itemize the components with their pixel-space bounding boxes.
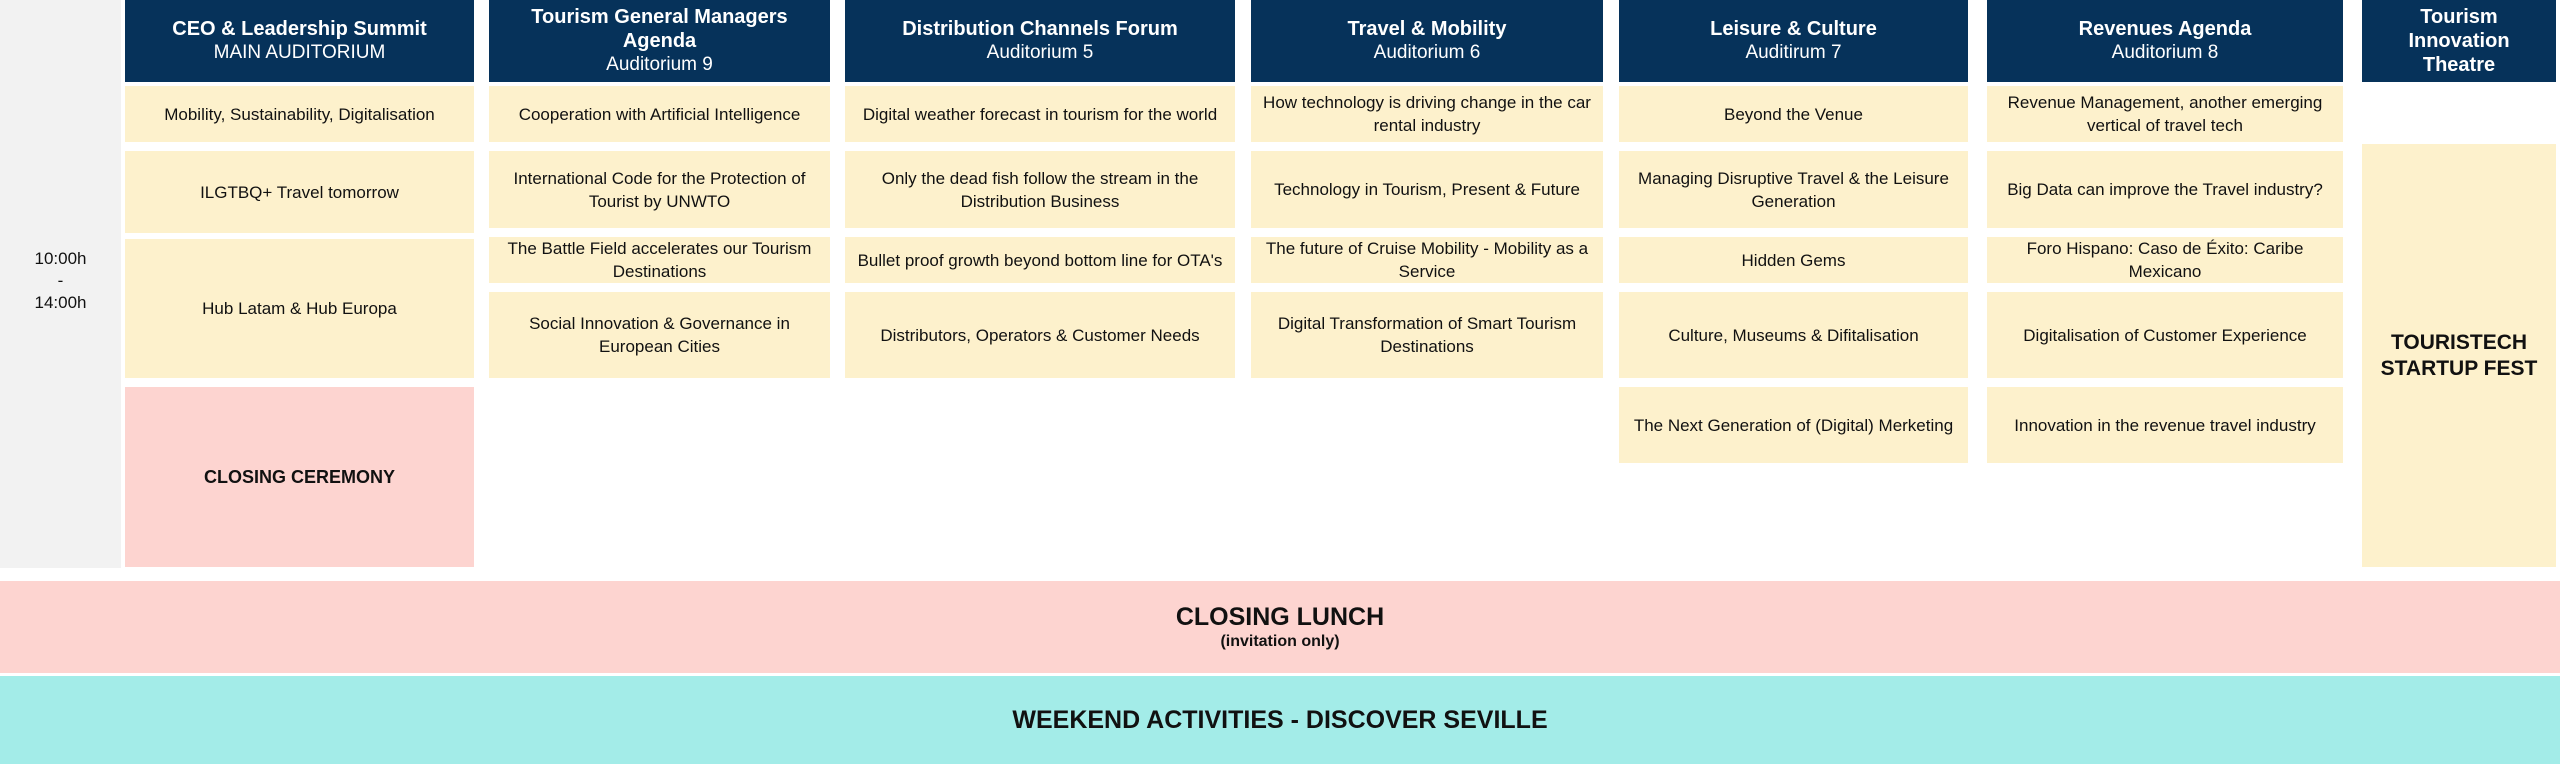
session-cell: Managing Disruptive Travel & the Leisure Generation (1619, 151, 1968, 228)
header-subtitle: Auditorium 5 (986, 42, 1094, 63)
time-column (0, 0, 121, 568)
closing-lunch-title: CLOSING LUNCH (1175, 603, 1385, 631)
session-cell: Hub Latam & Hub Europa (125, 239, 474, 378)
time-end: 14:00h (34, 293, 87, 312)
session-cell: Distributors, Operators & Customer Needs (845, 292, 1235, 378)
session-cell: The Next Generation of (Digital) Merketing (1619, 387, 1968, 463)
session-cell: Innovation in the revenue travel industry (1987, 387, 2343, 463)
session-cell: Social Innovation & Governance in European Cities (489, 292, 830, 378)
header-innovation-theatre (2362, 0, 2556, 82)
session-cell: Mobility, Sustainability, Digitalisation (125, 86, 474, 142)
session-cell: The future of Cruise Mobility - Mobility as a Service (1251, 237, 1603, 283)
session-cell: ILGTBQ+ Travel tomorrow (125, 151, 474, 233)
session-cell: Big Data can improve the Travel industry? (1987, 151, 2343, 228)
session-cell: The Battle Field accelerates our Tourism Destinations (489, 237, 830, 283)
closing-lunch-banner (0, 581, 2560, 673)
header-title: Revenues Agenda (2078, 18, 2252, 40)
session-cell: Cooperation with Artificial Intelligence (489, 86, 830, 142)
session-cell: International Code for the Protection of Tourist by UNWTO (489, 151, 830, 228)
header-subtitle: Auditorium 8 (2111, 42, 2219, 63)
session-cell: Digital weather forecast in tourism for the world (845, 86, 1235, 142)
header-subtitle: MAIN AUDITORIUM (213, 42, 386, 63)
time-separator: - (57, 271, 64, 290)
header-ceo-leadership (125, 0, 474, 82)
session-cell: How technology is driving change in the car rental industry (1251, 86, 1603, 142)
header-subtitle: Auditorium 9 (606, 54, 713, 75)
session-cell: Hidden Gems (1619, 237, 1968, 283)
time-slot-label (0, 248, 121, 314)
header-title: CEO & Leadership Summit (172, 18, 427, 40)
session-cell: Digitalisation of Customer Experience (1987, 292, 2343, 378)
session-cell: Digital Transformation of Smart Tourism Destinations (1251, 292, 1603, 378)
header-leisure-culture (1619, 0, 1968, 82)
session-cell: Only the dead fish follow the stream in the Distribution Business (845, 151, 1235, 228)
header-title: Leisure & Culture (1710, 18, 1877, 40)
session-cell: Technology in Tourism, Present & Future (1251, 151, 1603, 228)
header-title: Tourism General Managers Agenda (531, 6, 788, 52)
closing-lunch-subtitle: (invitation only) (1220, 633, 1340, 650)
header-revenues (1987, 0, 2343, 82)
header-distribution (845, 0, 1235, 82)
time-start: 10:00h (34, 249, 87, 268)
session-cell: Revenue Management, another emerging vertical of travel tech (1987, 86, 2343, 142)
session-cell: Beyond the Venue (1619, 86, 1968, 142)
weekend-activities-banner (0, 676, 2560, 764)
header-subtitle: Auditorium 6 (1373, 42, 1481, 63)
session-cell: Culture, Museums & Difitalisation (1619, 292, 1968, 378)
header-title: Travel & Mobility (1347, 18, 1507, 40)
session-cell: Bullet proof growth beyond bottom line for OTA's (845, 237, 1235, 283)
header-title: Distribution Channels Forum (902, 18, 1178, 40)
header-tourism-gm (489, 0, 830, 82)
session-cell: Foro Hispano: Caso de Éxito: Caribe Mexicano (1987, 237, 2343, 283)
header-subtitle: Auditirum 7 (1745, 42, 1842, 63)
closing-ceremony-cell: CLOSING CEREMONY (125, 387, 474, 567)
touristech-startup-fest-cell: TOURISTECH STARTUP FEST (2362, 144, 2556, 567)
header-title: Tourism Innovation Theatre (2408, 6, 2510, 76)
header-travel-mobility (1251, 0, 1603, 82)
weekend-activities-title: WEEKEND ACTIVITIES - DISCOVER SEVILLE (1012, 706, 1548, 734)
